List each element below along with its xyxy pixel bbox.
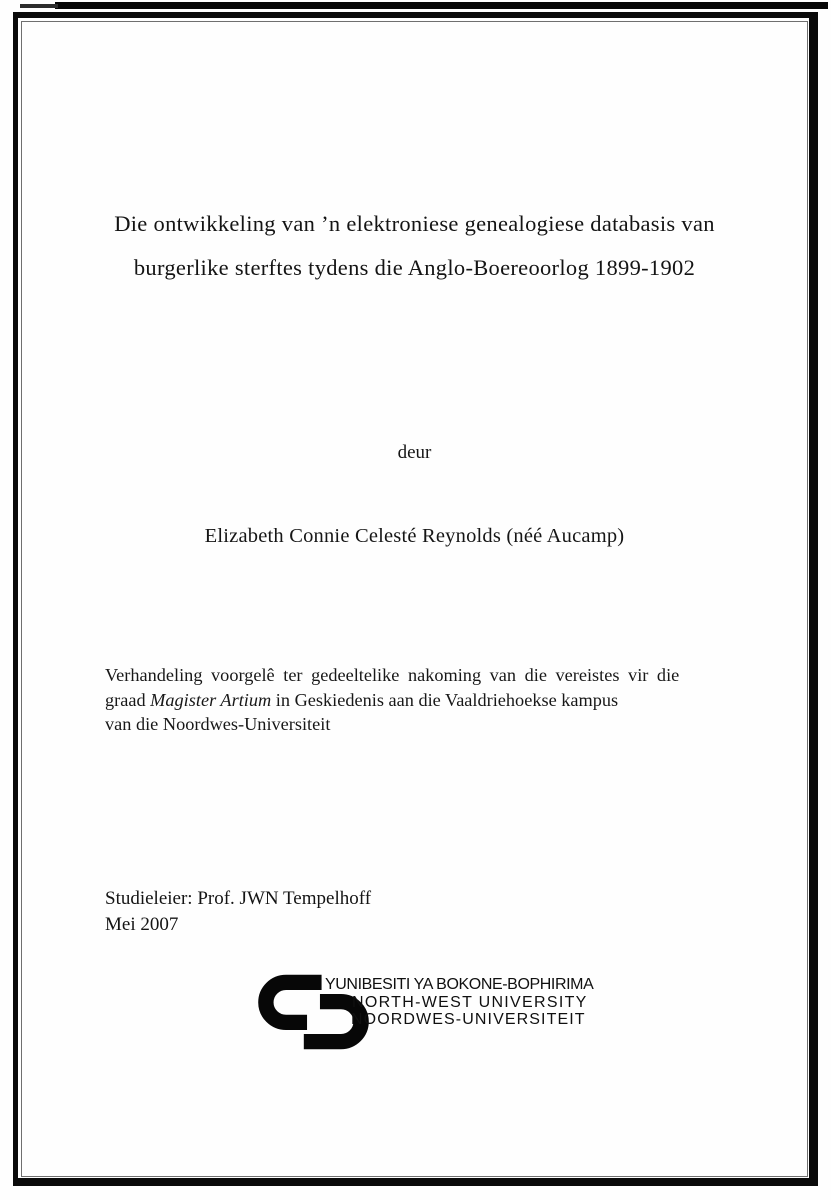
university-logo bbox=[257, 972, 594, 1056]
statement-line3: van die Noordwes-Universiteit bbox=[105, 714, 331, 735]
statement-line1: Verhandeling voorgelê ter gedeeltelike nakoming van die vereistes vir die bbox=[105, 665, 680, 685]
statement-line2-prefix: graad bbox=[105, 689, 151, 710]
statement-line2 bbox=[105, 690, 618, 710]
degree-name-italic: Magister Artium bbox=[150, 689, 272, 710]
scan-artifact-top bbox=[55, 2, 828, 9]
submission-statement bbox=[105, 663, 739, 737]
supervisor-block bbox=[105, 886, 371, 938]
author-name: Elizabeth Connie Celesté Reynolds (néé Aucamp) bbox=[204, 525, 625, 547]
statement-line2-suffix: in Geskiedenis aan die Vaaldriehoekse kampus bbox=[271, 689, 619, 710]
logo-text-afrikaans: NOORDWES-UNIVERSITEIT bbox=[351, 1011, 586, 1028]
supervisor-line: Studieleier: Prof. JWN Tempelhoff bbox=[105, 888, 372, 909]
thesis-title-line2: burgerlike sterftes tydens die Anglo-Boereoorlog 1899-1902 bbox=[133, 255, 696, 280]
thesis-title-line1: Die ontwikkeling van ’n elektroniese genealogiese databasis van bbox=[114, 211, 715, 236]
logo-text-setswana: YUNIBESITI YA BOKONE-BOPHIRIMA bbox=[325, 976, 594, 993]
university-logo-text bbox=[325, 976, 593, 1029]
logo-text-english: NORTH-WEST UNIVERSITY bbox=[352, 993, 588, 1011]
date-line: Mei 2007 bbox=[105, 914, 179, 935]
byline-deur: deur bbox=[397, 442, 432, 463]
scan-artifact-top-left bbox=[20, 4, 58, 8]
